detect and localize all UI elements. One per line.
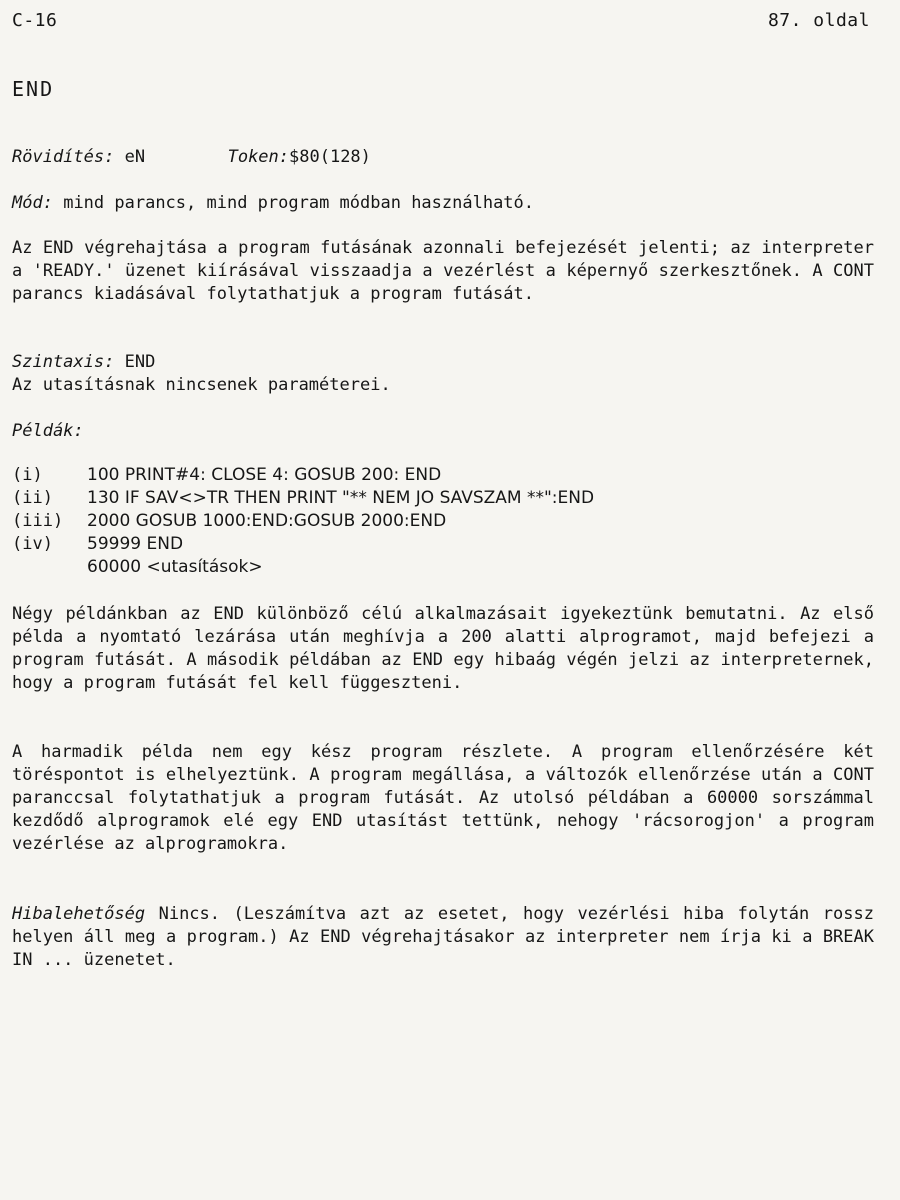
description-text: Az END végrehajtása a program futásának azonnali befejezését jelenti; az interpreter a 'READY.' üzenet kiírásával visszaadja a vezérlést a képernyő szerkesztőnek. A CONT parancs kiadásával folytathatjuk a program futását. [12, 238, 874, 304]
syntax-row [12, 351, 874, 374]
page-number: 87. oldal [767, 10, 870, 31]
example-code: 100 PRINT#4: CLOSE 4: GOSUB 200: END [87, 465, 442, 485]
example-row [12, 487, 594, 510]
example-row [12, 464, 594, 487]
example-label: (ii) [12, 488, 53, 508]
example-label: (iii) [12, 511, 64, 531]
syntax-label: Szintaxis: [12, 352, 115, 372]
explanation-text: Négy példánkban az END különböző célú alkalmazásait igyekeztünk bemutatni. Az első példa a nyomtató lezárása után meghívja a 200 alatti alprogramot, majd befejezi a program futását. A második példában az END egy hibaág végén jelzi az interpreternek, hogy a program futását fel kell függeszteni. [12, 604, 874, 693]
examples-list [12, 464, 594, 579]
example-code: 2000 GOSUB 1000:END:GOSUB 2000:END [87, 511, 447, 531]
example-label: (iv) [12, 534, 53, 554]
example-row [12, 556, 594, 579]
abbrev-value: eN [124, 147, 146, 167]
example-code: 130 IF SAV<>TR THEN PRINT "** NEM JO SAVSZAM **":END [87, 488, 595, 508]
section-title: END [12, 77, 55, 101]
abbrev-label: Rövidítés: [12, 147, 115, 167]
error-label: Hibalehetőség [12, 904, 146, 924]
meta-row [12, 146, 874, 169]
mode-text: mind parancs, mind program módban használható. [63, 193, 535, 213]
example-label [12, 556, 87, 579]
syntax-note: Az utasításnak nincsenek paraméterei. [12, 375, 391, 395]
example-row [12, 510, 594, 533]
example-row [12, 533, 594, 556]
breakpoint-paragraph [12, 741, 874, 856]
token-value: $80(128) [289, 147, 371, 167]
explanation-paragraph [12, 603, 874, 695]
example-label: (i) [12, 465, 43, 485]
example-code: 59999 END [87, 534, 184, 554]
error-paragraph [12, 903, 874, 972]
examples-label: Példák: [12, 421, 84, 441]
syntax-value: END [124, 352, 156, 372]
mode-row [12, 192, 874, 215]
error-text: Nincs. (Leszámítva azt az esetet, hogy vezérlési hiba folytán rossz helyen áll meg a program.) Az END végrehajtásakor az interpreter nem írja ki a BREAK IN ... üzenetet. [12, 904, 874, 970]
example-code: 60000 <utasítások> [87, 557, 263, 577]
page-code: C-16 [12, 10, 58, 31]
token-label: Token: [227, 147, 290, 167]
description-paragraph [12, 237, 874, 306]
breakpoint-text: A harmadik példa nem egy kész program részlete. A program ellenőrzésére két töréspontot is elhelyeztünk. A program megállása, a változók ellenőrzése után a CONT paranccsal folytathatjuk a program futását. Az utolsó példában a 60000 sorszámmal kezdődő alprogramok elé egy END utasítást tettünk, nehogy 'rácsorogjon' a program vezérlése az alprogramokra. [12, 742, 874, 854]
mode-label: Mód: [12, 193, 53, 213]
